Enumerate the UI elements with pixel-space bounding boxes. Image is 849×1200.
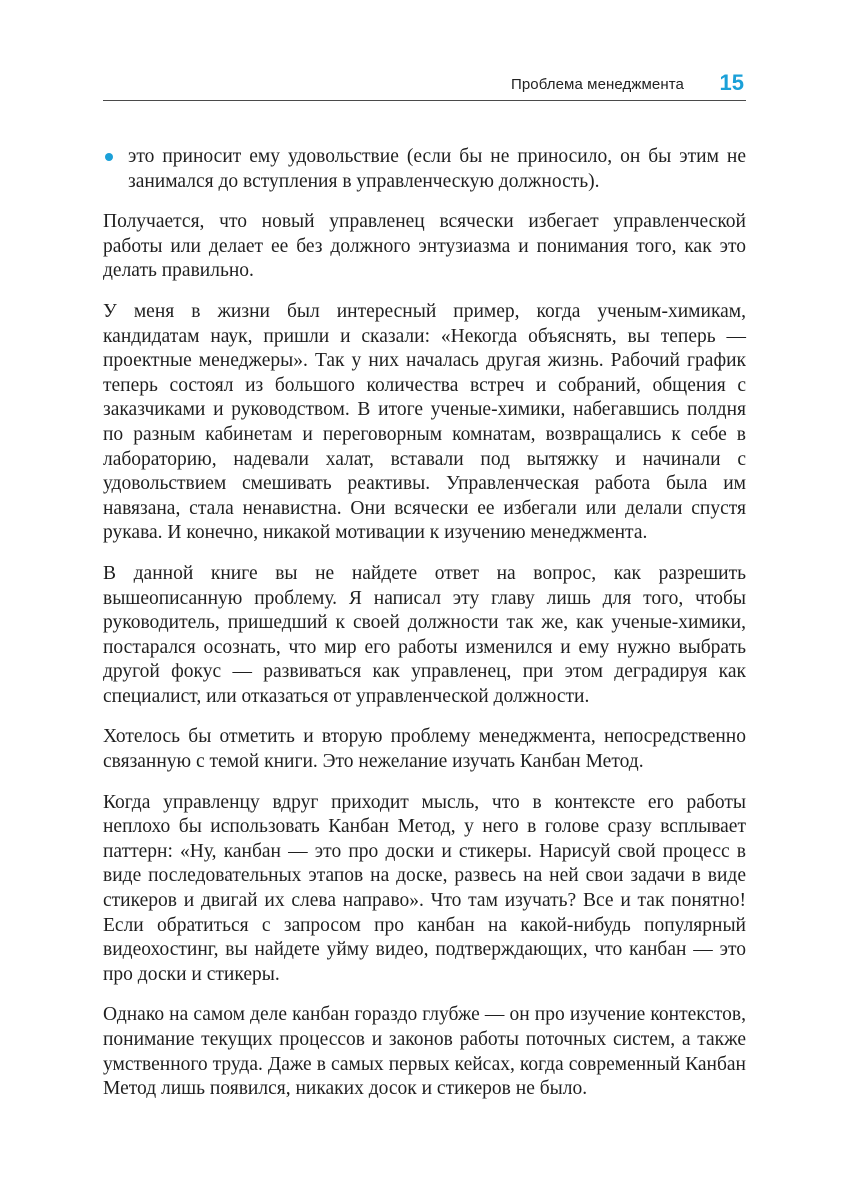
paragraph-6: Однако на самом деле канбан гораздо глубже — он про изучение контекстов, понимание текущих процессов и законов работы поточных систем, а также умственного труда. Даже в самых первых кейсах, когда современный Канбан Метод лишь появился, никаких досок и стикеров не было. (103, 1004, 746, 1100)
paragraph-2: У меня в жизни был интересный пример, когда ученым-химикам, кандидатам наук, пришли и сказали: «Некогда объяснять, вы теперь — проектные менеджеры». Так у них началась другая жизнь. Рабочий график теперь состоял из большого количества встреч и собраний, общения с заказчиками и руководством. В итоге ученые-химики, набегавшись полдня по разным кабинетам и переговорным комнатам, возвращались к себе в лабораторию, надевали халат, вставали под вытяжку и начинали с удовольствием смешивать реактивы. Управленческая работа была им навязана, стала ненавистна. Они всячески ее избегали или делали спустя рукава. И конечно, никакой мотивации к изучению менеджмента. (103, 300, 746, 544)
paragraph-4: Хотелось бы отметить и вторую проблему менеджмента, непосредственно связанную с темой книги. Это нежелание изучать Канбан Метод. (103, 726, 746, 773)
paragraph-5: Когда управленцу вдруг приходит мысль, что в контексте его работы неплохо бы использовать Канбан Метод, у него в голове сразу всплывает паттерн: «Ну, канбан — это про доски и стикеры. Нарисуй свой процесс в виде последовательных этапов на доске, развесь на ней свои задачи в виде стикеров и двигай их слева направо». Что там изучать? Все и так понятно! Если обратиться с запросом про канбан на какой-нибудь популярный видеохостинг, вы найдете уйму видео, подтверждающих, что канбан — это про доски и стикеры. (103, 791, 746, 985)
paragraph-3: В данной книге вы не найдете ответ на вопрос, как разрешить вышеописанную проблему. Я написал эту главу лишь для того, чтобы руководитель, пришедший к своей должности так же, как ученые-химики, постарался осознать, что мир его работы изменился и ему нужно выбрать другой фокус — развиваться как управленец, при этом деградируя как специалист, или отказаться от управленческой должности. (103, 562, 746, 707)
bullet-list-item (103, 145, 746, 194)
bullet-dot-icon (105, 153, 113, 161)
page-number: 15 (719, 70, 744, 95)
body-text (103, 145, 746, 1118)
running-header (103, 66, 746, 101)
bullet-text: это приносит ему удовольствие (если бы не приносило, он бы этим не занимался до вступления в управленческую должность). (128, 146, 746, 192)
paragraph-1: Получается, что новый управленец всячески избегает управленческой работы или делает ее без должного энтузиазма и понимания того, как это делать правильно. (103, 211, 746, 282)
chapter-title: Проблема менеджмента (510, 76, 684, 93)
